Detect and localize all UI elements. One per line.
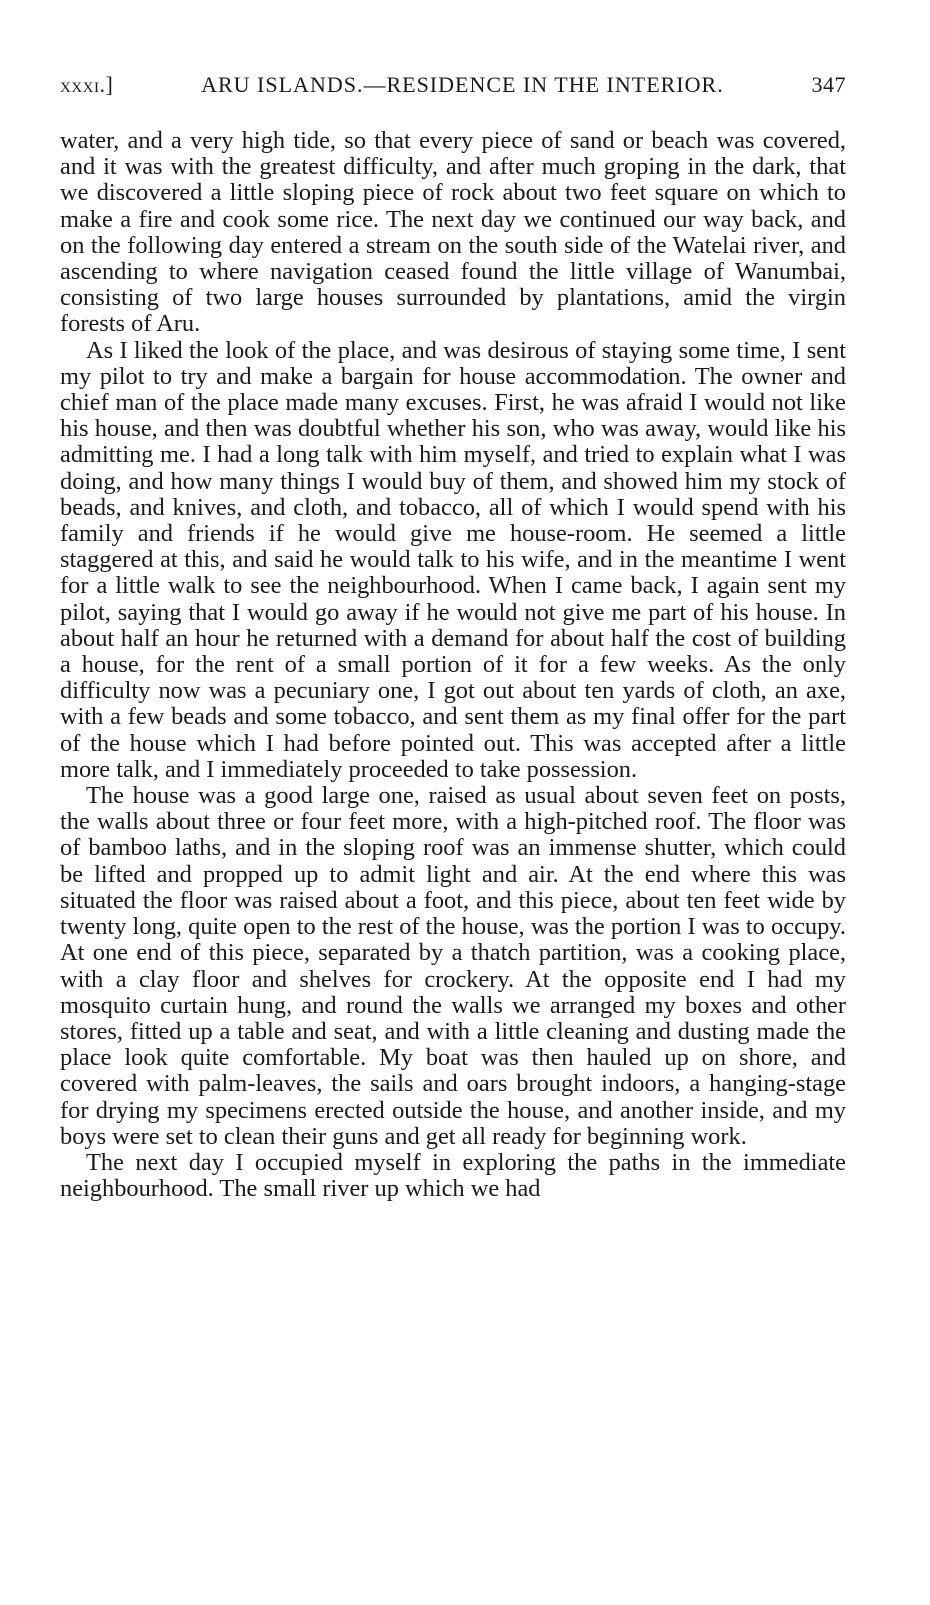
paragraph: As I liked the look of the place, and was desirous of staying some time, I sent my pilot to try and make a bargain for house accommodation. The owner and chief man of the place made many excuses. First, he was afraid I would not like his house, and then was doubtful whether his son, who was away, would like his admitting me. I had a long talk with him myself, and tried to explain what I was doing, and how many things I would buy of them, and showed him my stock of beads, and knives, and cloth, and tobacco, all of which I would spend with his family and friends if he would give me house-room. He seemed a little staggered at this, and said he would talk to his wife, and in the meantime I went for a little walk to see the neighbourhood. When I came back, I again sent my pilot, saying that I would go away if he would not give me part of his house. In about half an hour he returned with a demand for about half the cost of building a house, for the rent of a small portion of it for a few weeks. As the only difficulty now was a pecuniary one, I got out about ten yards of cloth, an axe, with a few beads and some tobacco, and sent them as my final offer for the part of the house which I had before pointed out. This was accepted after a little more talk, and I immediately proceeded to take possession. [60,336,846,783]
paragraph: The house was a good large one, raised as usual about seven feet on posts, the walls about three or four feet more, with a high-pitched roof. The floor was of bamboo laths, and in the sloping roof was an immense shutter, which could be lifted and propped up to admit light and air. At the end where this was situated the floor was raised about a foot, and this piece, about ten feet wide by twenty long, quite open to the rest of the house, was the portion I was to occupy. At one end of this piece, separated by a thatch partition, was a cooking place, with a clay floor and shelves for crockery. At the opposite end I had my mosquito curtain hung, and round the walls we arranged my boxes and other stores, fitted up a table and seat, and with a little cleaning and dusting made the place look quite comfortable. My boat was then hauled up on shore, and covered with palm-leaves, the sails and oars brought indoors, a hanging-stage for drying my specimens erected outside the house, and another inside, and my boys were set to clean their guns and get all ready for beginning work. [60,782,846,1150]
book-page [60,72,846,1202]
chapter-number: xxxi.] [60,72,114,97]
running-head [60,72,846,106]
body-text [60,128,846,1202]
paragraph: The next day I occupied myself in exploring the paths in the immediate neighbourhood. The small river up which we had [60,1148,846,1203]
running-title: ARU ISLANDS.—RESIDENCE IN THE INTERIOR. [201,72,724,97]
paragraph: water, and a very high tide, so that every piece of sand or beach was covered, and it was with the greatest difficulty, and after much groping in the dark, that we discovered a little sloping piece of rock about two feet square on which to make a fire and cook some rice. The next day we continued our way back, and on the following day entered a stream on the south side of the Watelai river, and ascending to where navigation ceased found the little village of Wanumbai, consisting of two large houses surrounded by plantations, amid the virgin forests of Aru. [60,127,846,338]
page-number: 347 [811,72,846,97]
